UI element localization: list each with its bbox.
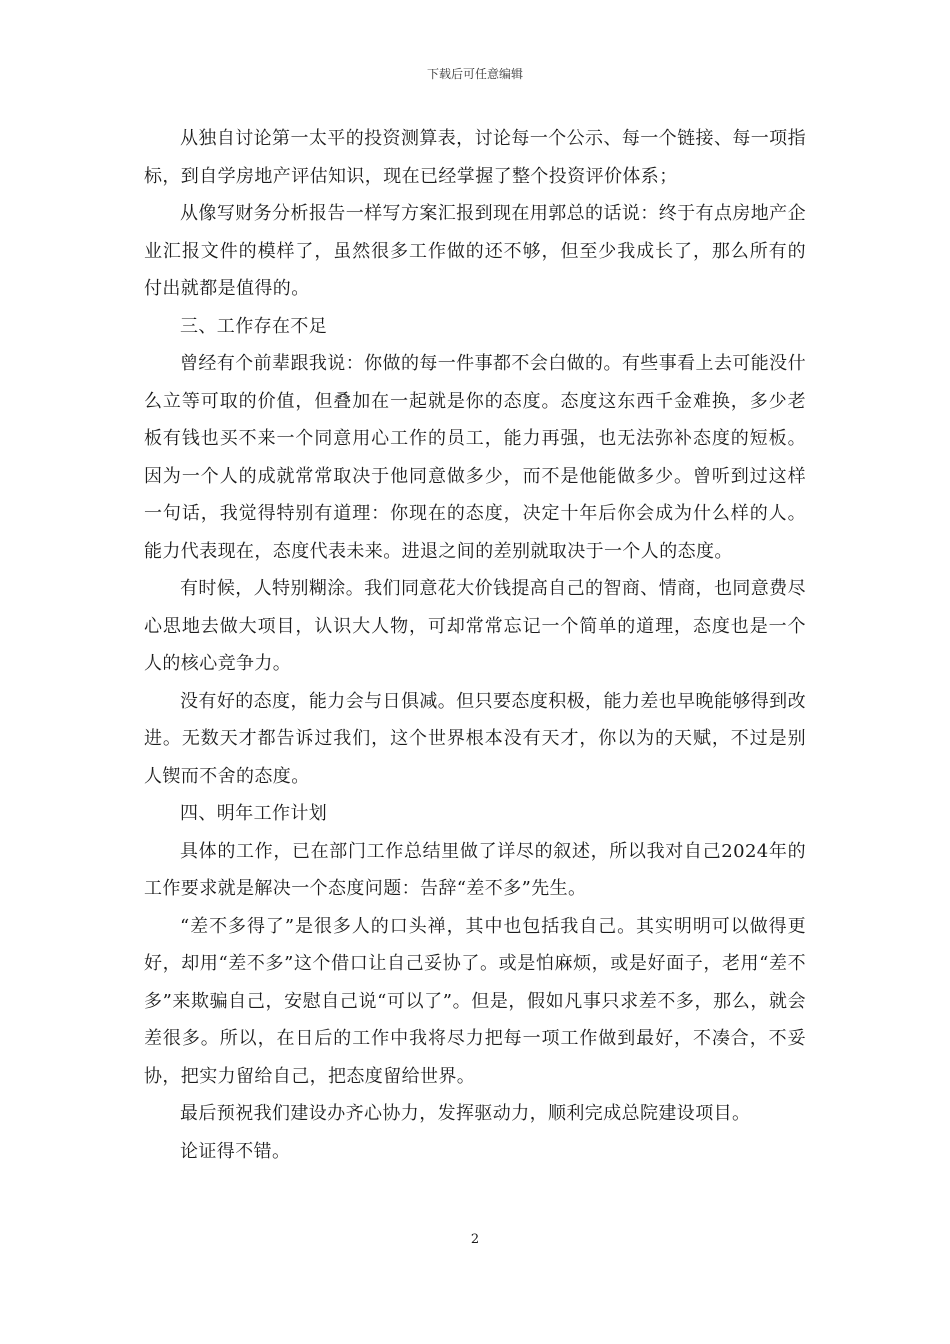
paragraph-work-requirements: 具体的工作，已在部门工作总结里做了详尽的叙述，所以我对自己2024年的工作要求就是解决一个态度问题：告辞“差不多”先生。 — [144, 840, 806, 899]
document-body — [144, 120, 806, 1170]
section-heading-next-year-plan: 四、明年工作计划 — [180, 803, 328, 824]
paragraph-good-enough: “差不多得了”是很多人的口头禅，其中也包括我自己。其实明明可以做得更好，却用“差不多”这个借口让自己妥协了。或是怕麻烦，或是好面子，老用“差不多”来欺骗自己，安慰自己说“可以了”。但是，假如凡事只求差不多，那么，就会差很多。所以，在日后的工作中我将尽力把每一项工作做到最好，不凑合，不妥协，把实力留给自己，把态度留给世界。 — [144, 915, 806, 1087]
paragraph-report-growth: 从像写财务分析报告一样写方案汇报到现在用郭总的话说：终于有点房地产企业汇报文件的模样了，虽然很多工作做的还不够，但至少我成长了，那么所有的付出就都是值得的。 — [144, 203, 806, 299]
paragraph-remark: 论证得不错。 — [180, 1140, 291, 1162]
paragraph-attitude: 曾经有个前辈跟我说：你做的每一件事都不会白做的。有些事看上去可能没什么立等可取的价值，但叠加在一起就是你的态度。态度这东西千金难换，多少老板有钱也买不来一个同意用心工作的员工，能力再强，也无法弥补态度的短板。因为一个人的成就常常取决于他同意做多少，而不是他能做多少。曾听到过这样一句话，我觉得特别有道理：你现在的态度，决定十年后你会成为什么样的人。能力代表现在，态度代表未来。进退之间的差别就取决于一个人的态度。 — [144, 353, 806, 562]
paragraph-confusion: 有时候，人特别糊涂。我们同意花大价钱提高自己的智商、情商，也同意费尽心思地去做大项目，认识大人物，可却常常忘记一个简单的道理，态度也是一个人的核心竞争力。 — [144, 578, 806, 674]
section-heading-shortcomings: 三、工作存在不足 — [180, 315, 328, 337]
paragraph-investment-analysis: 从独自讨论第一太平的投资测算表，讨论每一个公示、每一个链接、每一项指标，到自学房地产评估知识，现在已经掌握了整个投资评价体系； — [144, 128, 806, 187]
page-header: 下载后可任意编辑 — [426, 67, 523, 81]
paragraph-closing-wishes: 最后预祝我们建设办齐心协力，发挥驱动力，顺利完成总院建设项目。 — [180, 1103, 751, 1124]
paragraph-no-talent: 没有好的态度，能力会与日俱减。但只要态度积极，能力差也早晚能够得到改进。无数天才都告诉过我们，这个世界根本没有天才，你以为的天赋，不过是别人锲而不舍的态度。 — [144, 690, 806, 787]
page-number: 2 — [470, 1232, 480, 1247]
